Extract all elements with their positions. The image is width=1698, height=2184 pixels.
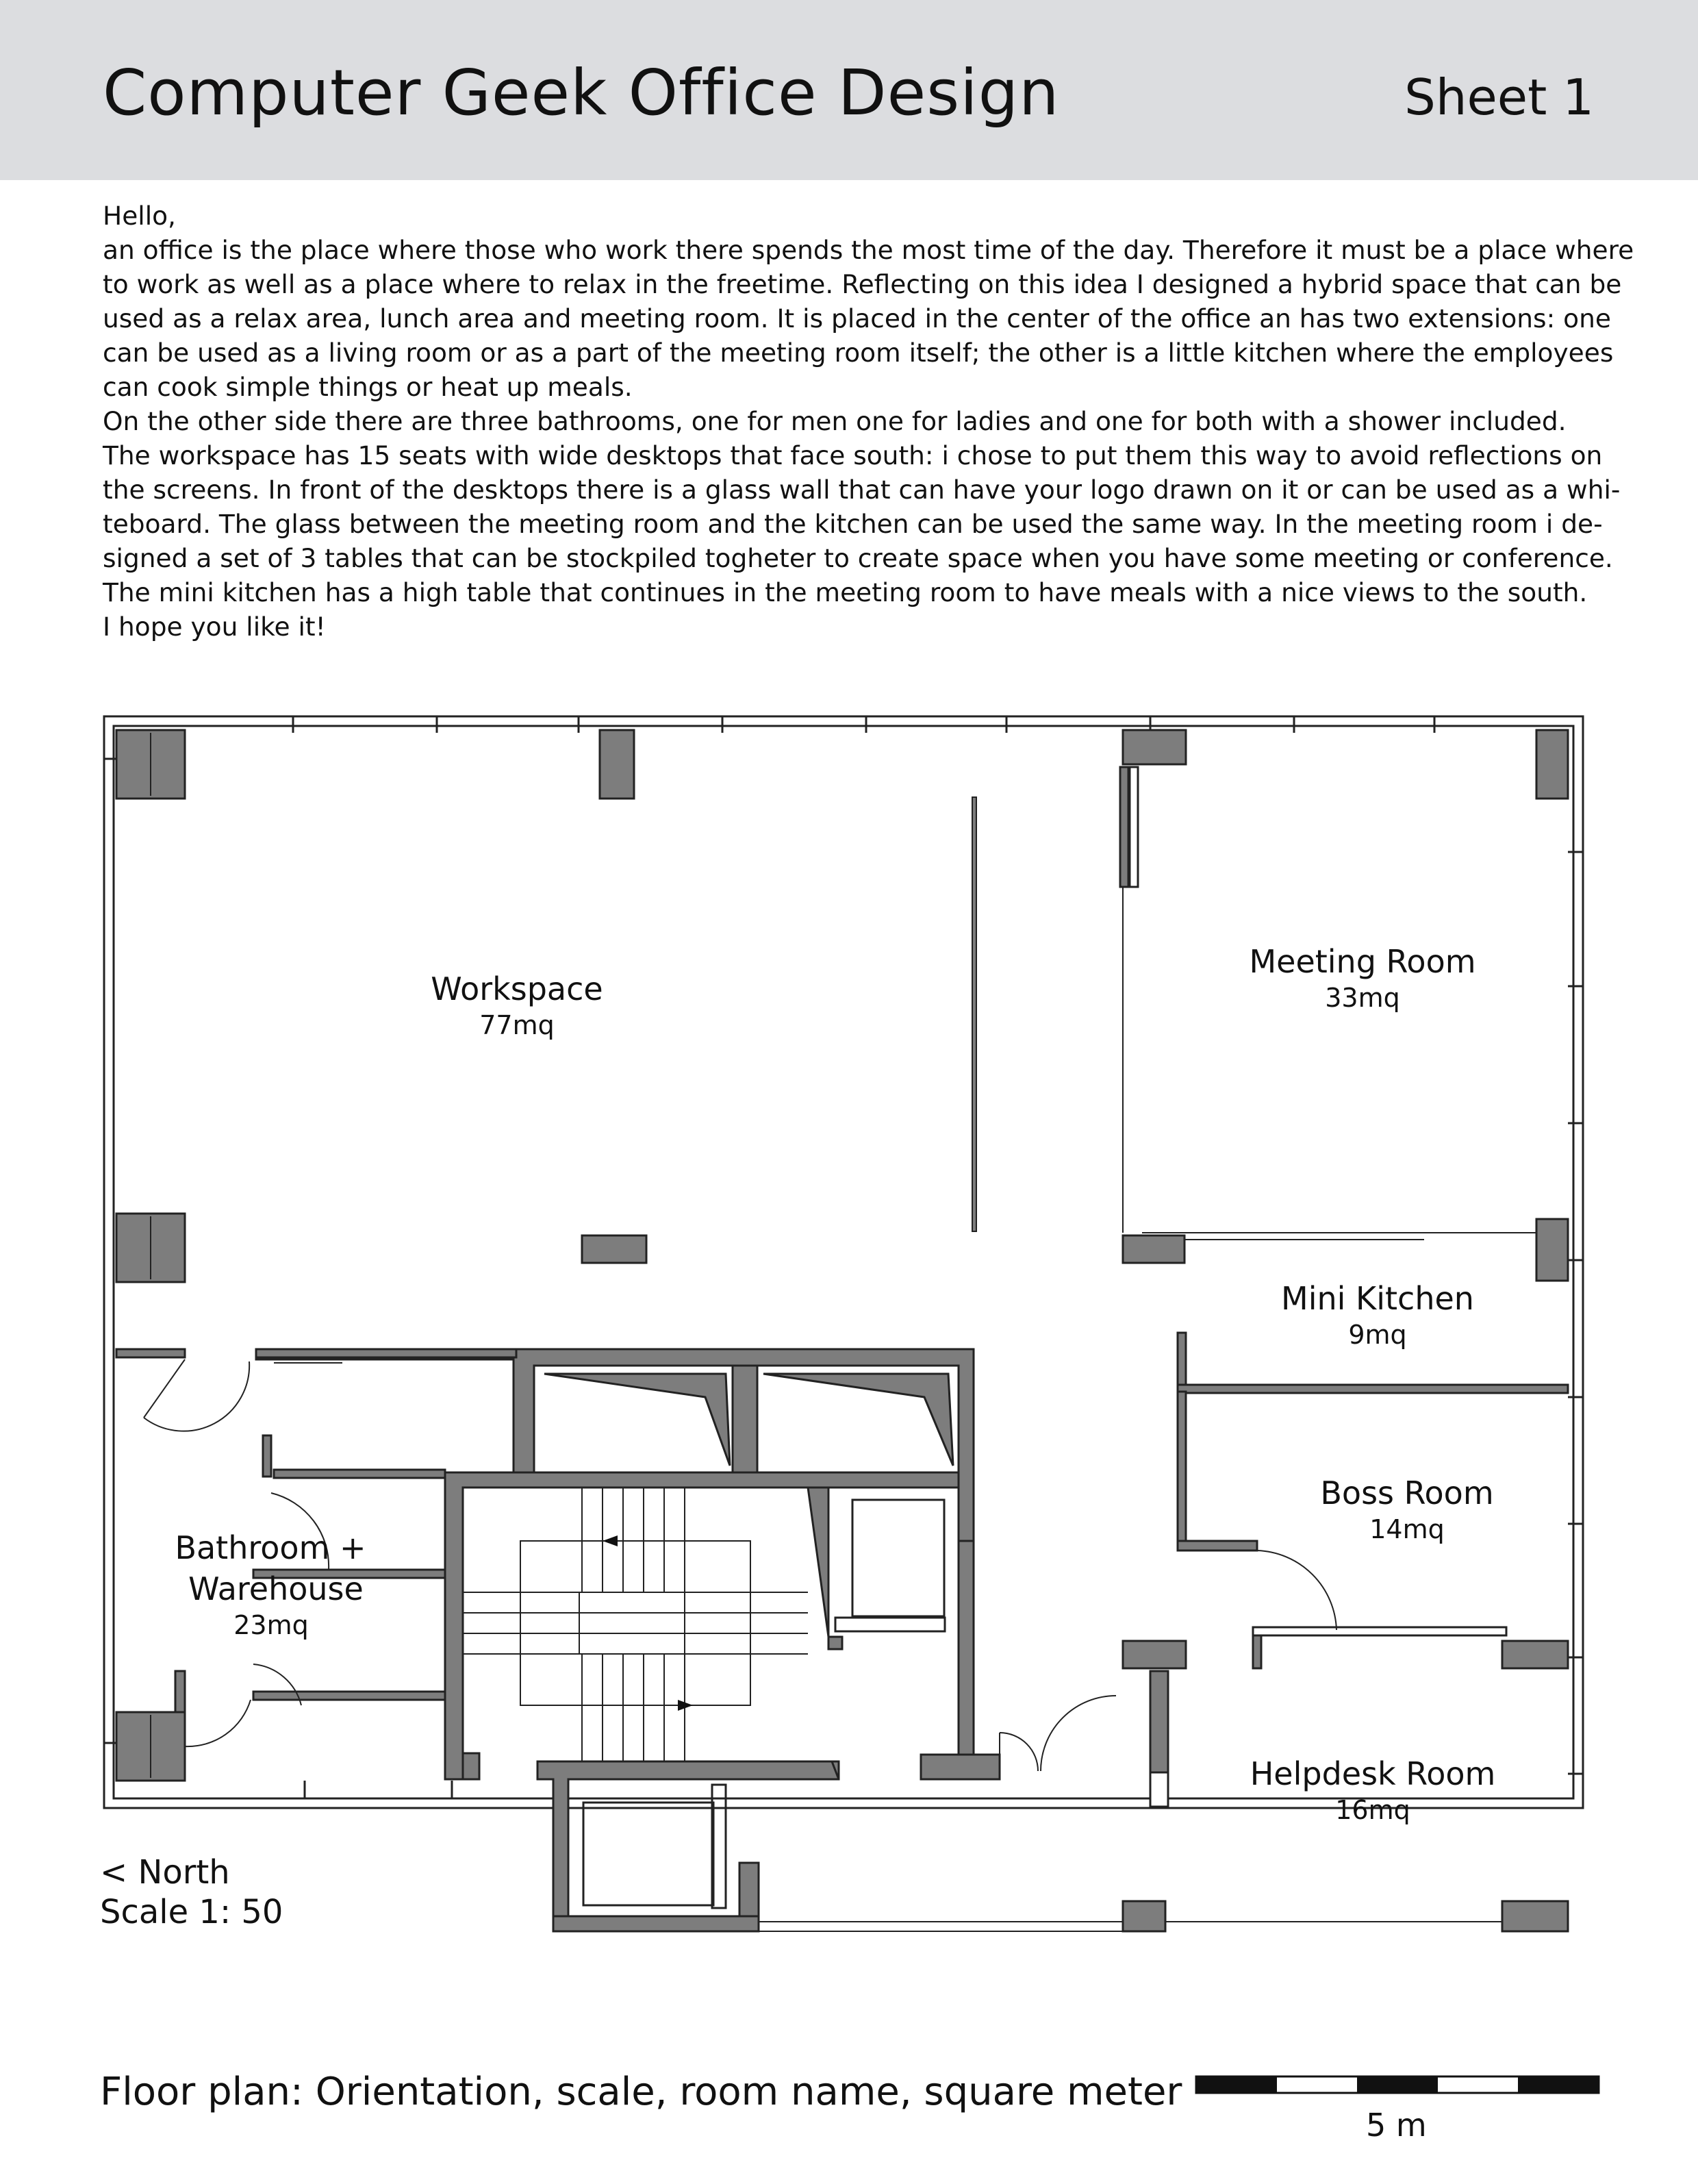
meeting-room-area: 33mq — [1325, 983, 1400, 1013]
meeting-room-label: Meeting Room — [1249, 943, 1476, 980]
stair-arrows — [603, 1535, 693, 1711]
helpdesk-room-label: Helpdesk Room — [1250, 1755, 1496, 1792]
intro-line: to work as well as a place where to relax in the freetime. Reflecting on this idea I designed a hybrid space that can be — [103, 269, 1622, 299]
intro-line: the screens. In front of the desktops there is a glass wall that can have your logo drawn on it or can be used as a whi- — [103, 475, 1621, 505]
intro-line: can be used as a living room or as a part of the meeting room itself; the other is a little kitchen where the employees — [103, 338, 1614, 368]
intro-line: The mini kitchen has a high table that continues in the meeting room to have meals with a nice views to the south. — [103, 577, 1588, 607]
sheet-number: Sheet 1 — [1404, 68, 1594, 126]
intro-line: I hope you like it! — [103, 612, 326, 642]
page-title: Computer Geek Office Design — [103, 56, 1060, 129]
intro-line: signed a set of 3 tables that can be stockpiled togheter to create space when you have some meeting or conference. — [103, 543, 1613, 573]
bathroom-label-line1: Bathroom + — [175, 1529, 366, 1566]
outer-wall-line — [104, 716, 1583, 1808]
mini-kitchen-label: Mini Kitchen — [1281, 1280, 1474, 1317]
mini-kitchen-area: 9mq — [1348, 1320, 1407, 1350]
intro-line: used as a relax area, lunch area and meeting room. It is placed in the center of the office an has two extensions: one — [103, 303, 1611, 334]
staircase — [463, 1488, 808, 1761]
core-walls — [256, 1349, 1000, 1931]
boss-room-label: Boss Room — [1320, 1474, 1494, 1511]
intro-line: The workspace has 15 seats with wide desktops that face south: i chose to put them this way to avoid reflections on — [103, 440, 1603, 470]
workspace-label: Workspace — [431, 970, 603, 1007]
intro-line: teboard. The glass between the meeting room and the kitchen can be used the same way. In the meeting room i de- — [103, 509, 1603, 539]
bathroom-area: 23mq — [233, 1610, 309, 1640]
north-indicator: < North — [100, 1853, 230, 1892]
bathroom-label-line2: Warehouse — [188, 1570, 364, 1607]
boss-room-area: 14mq — [1369, 1514, 1445, 1544]
interior-walls-east — [1150, 1333, 1568, 1807]
scale-bar-label: 5 m — [1366, 2107, 1427, 2144]
outer-wall-inner-line — [114, 726, 1573, 1798]
helpdesk-room-area: 16mq — [1335, 1795, 1410, 1825]
intro-line: Hello, — [103, 201, 176, 231]
workspace-area: 77mq — [479, 1010, 555, 1040]
glass-partition — [972, 797, 976, 1231]
intro-line: can cook simple things or heat up meals. — [103, 372, 633, 402]
scale-label: Scale 1: 50 — [100, 1893, 283, 1931]
footer-caption: Floor plan: Orientation, scale, room name, square meter — [100, 2070, 1182, 2114]
intro-line: On the other side there are three bathrooms, one for men one for ladies and one for both with a shower included. — [103, 406, 1567, 436]
intro-line: an office is the place where those who work there spends the most time of the day. Therefore it must be a place where — [103, 235, 1634, 265]
elevators — [583, 1500, 945, 1908]
scale-bar — [1195, 2075, 1606, 2096]
